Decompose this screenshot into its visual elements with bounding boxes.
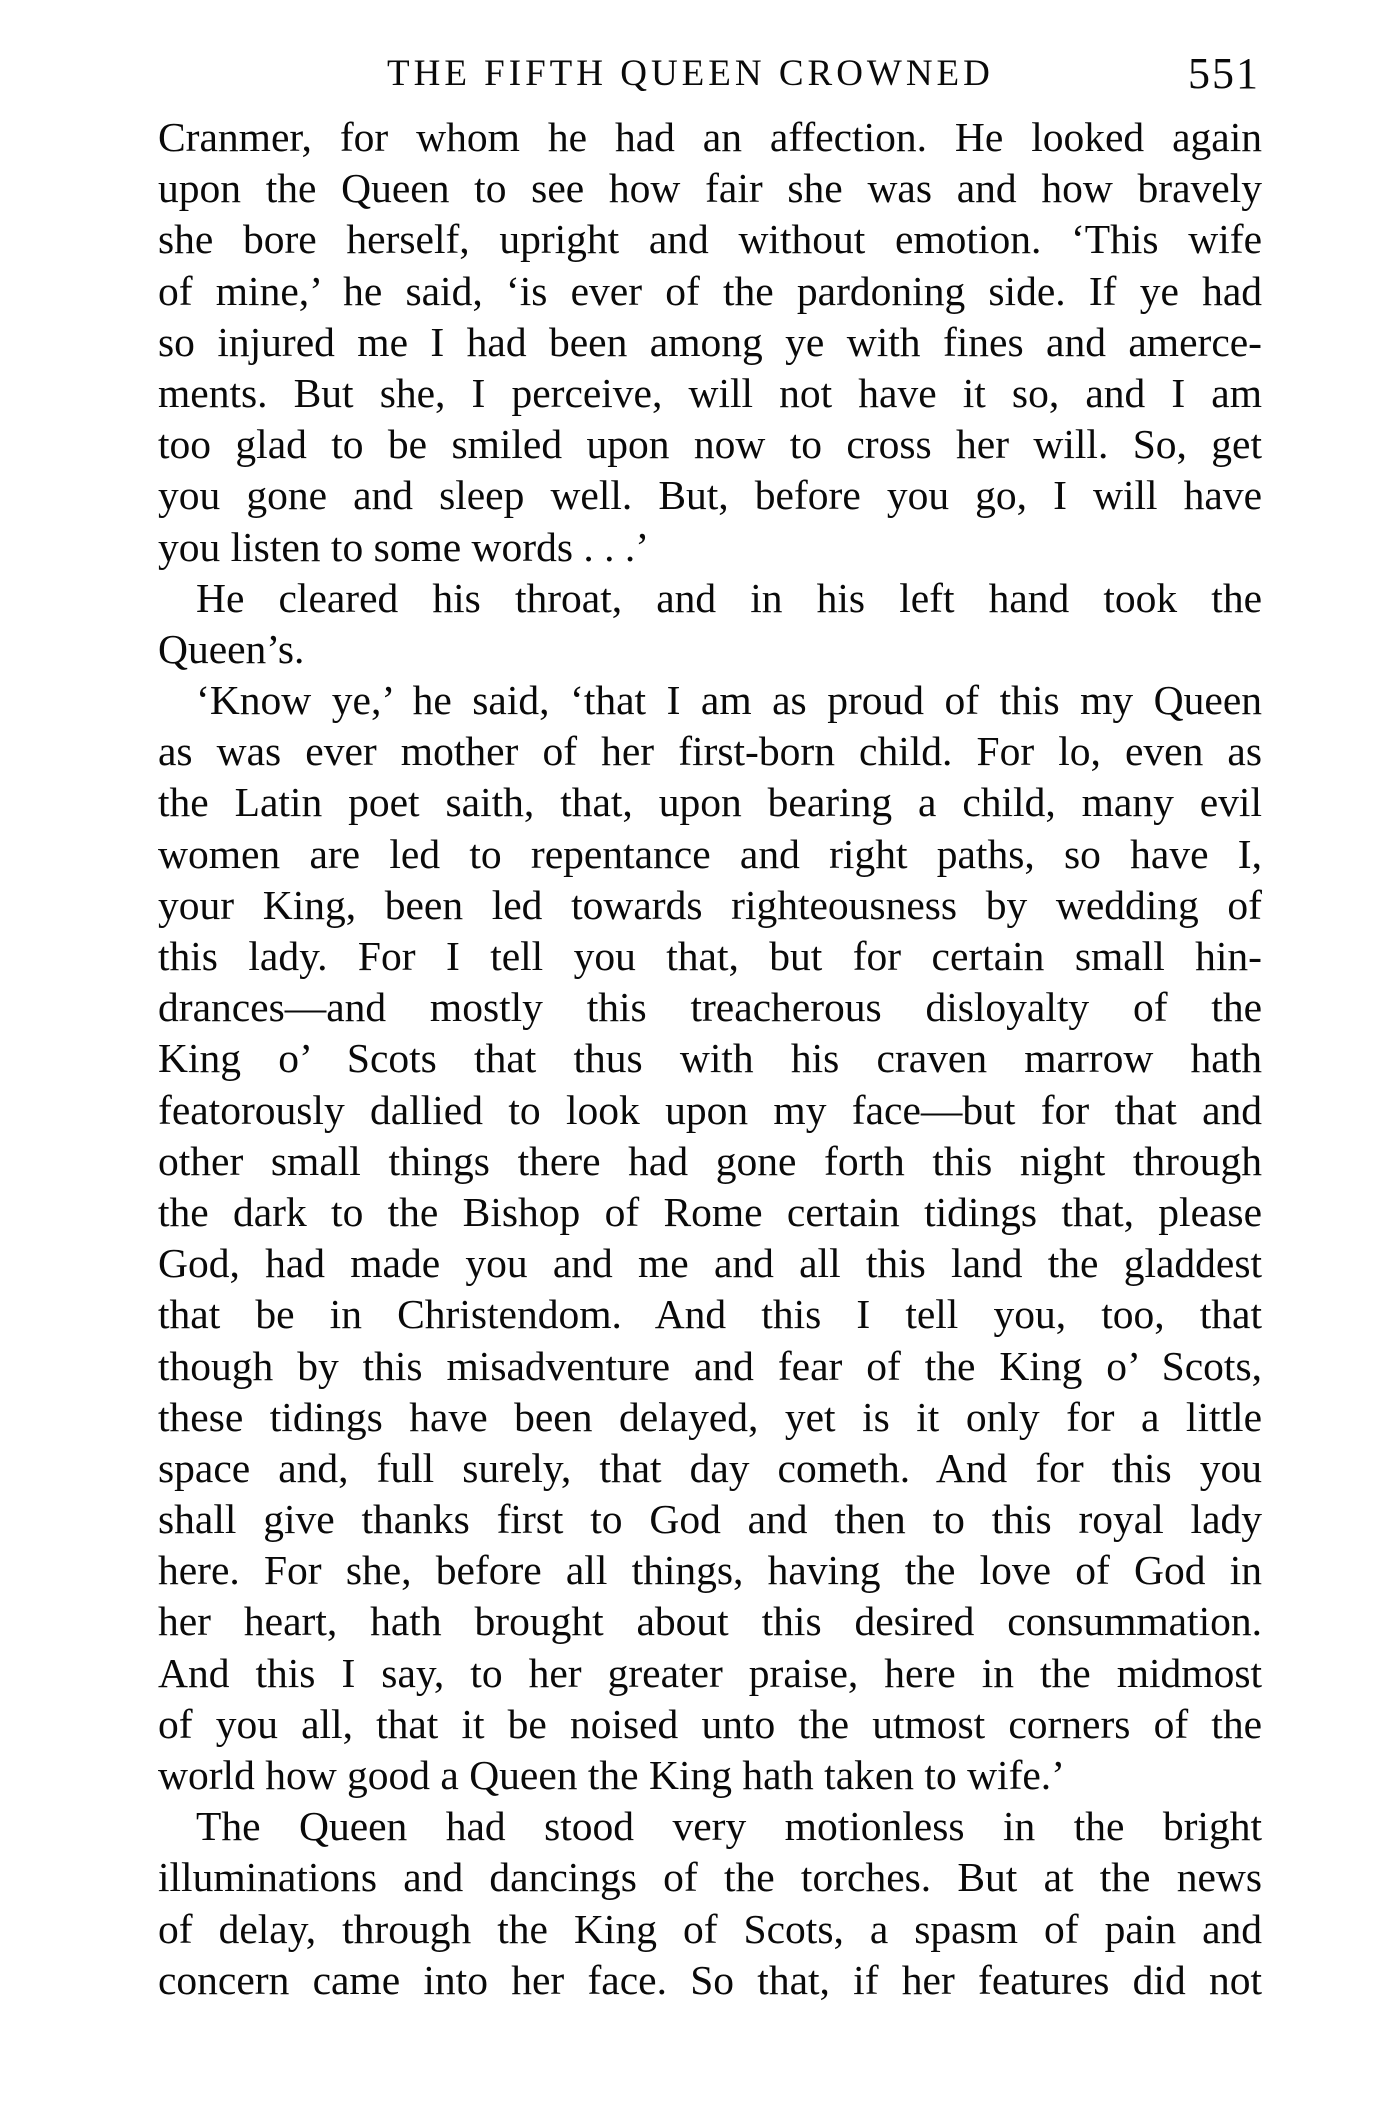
text-line: here. For she, before all things, having the love of God in [158,1547,1262,1594]
text-line: women are led to repentance and right paths, so have I, [158,830,1262,877]
text-line: your King, been led towards righteousness by wedding of [158,881,1262,928]
text-line: He cleared his throat, and in his left hand took the [196,574,1262,621]
text-line: though by this misadventure and fear of the King o’ Scots, [158,1342,1262,1389]
text-line: these tidings have been delayed, yet is it only for a little [158,1393,1262,1440]
text-line: you listen to some words . . .’ [158,523,650,570]
text-line: you gone and sleep well. But, before you go, I will have [158,472,1262,519]
running-head [160,49,1260,112]
running-title: THE FIFTH QUEEN CROWNED [387,53,994,94]
body-text [158,112,1262,2006]
text-line: ‘Know ye,’ he said, ‘that I am as proud of this my Queen [196,677,1262,724]
text-line: drances—and mostly this treacherous disloyalty of the [158,984,1262,1031]
text-line: And this I say, to her greater praise, here in the midmost [158,1649,1262,1696]
text-line: of you all, that it be noised unto the utmost corners of the [158,1700,1262,1747]
text-line: other small things there had gone forth this night through [158,1137,1262,1184]
text-line: ments. But she, I perceive, will not have it so, and I am [158,369,1262,416]
text-line: of mine,’ he said, ‘is ever of the pardoning side. If ye had [158,267,1262,314]
text-line: shall give thanks first to God and then to this royal lady [158,1496,1262,1543]
text-line: concern came into her face. So that, if her features did not [158,1956,1262,2003]
text-line: featorously dallied to look upon my face—but for that and [158,1086,1262,1133]
text-line: her heart, hath brought about this desired consummation. [158,1598,1262,1645]
text-line: God, had made you and me and all this land the gladdest [158,1240,1262,1287]
text-line: the Latin poet saith, that, upon bearing a child, many evil [158,779,1262,826]
text-line: as was ever mother of her first-born child. For lo, even as [158,728,1262,775]
text-line: space and, full surely, that day cometh. And for this you [158,1444,1262,1491]
text-line: the dark to the Bishop of Rome certain tidings that, please [158,1188,1262,1235]
text-line: that be in Christendom. And this I tell you, too, that [158,1291,1262,1338]
text-line: too glad to be smiled upon now to cross her will. So, get [158,421,1262,468]
text-line: illuminations and dancings of the torches. But at the news [158,1854,1262,1901]
text-line: Cranmer, for whom he had an affection. He looked again [158,114,1262,160]
text-line: of delay, through the King of Scots, a spasm of pain and [158,1905,1262,1952]
text-line: she bore herself, upright and without emotion. ‘This wife [158,216,1262,263]
text-line: King o’ Scots that thus with his craven marrow hath [158,1035,1262,1082]
text-line: Queen’s. [158,625,305,672]
page-number: 551 [1188,49,1260,98]
text-line: upon the Queen to see how fair she was and how bravely [158,165,1262,212]
text-line: world how good a Queen the King hath taken to wife.’ [158,1752,1066,1798]
text-line: this lady. For I tell you that, but for certain small hin- [158,933,1262,979]
text-line: The Queen had stood very motionless in the bright [196,1803,1262,1850]
text-line: so injured me I had been among ye with fines and amerce- [158,318,1262,365]
